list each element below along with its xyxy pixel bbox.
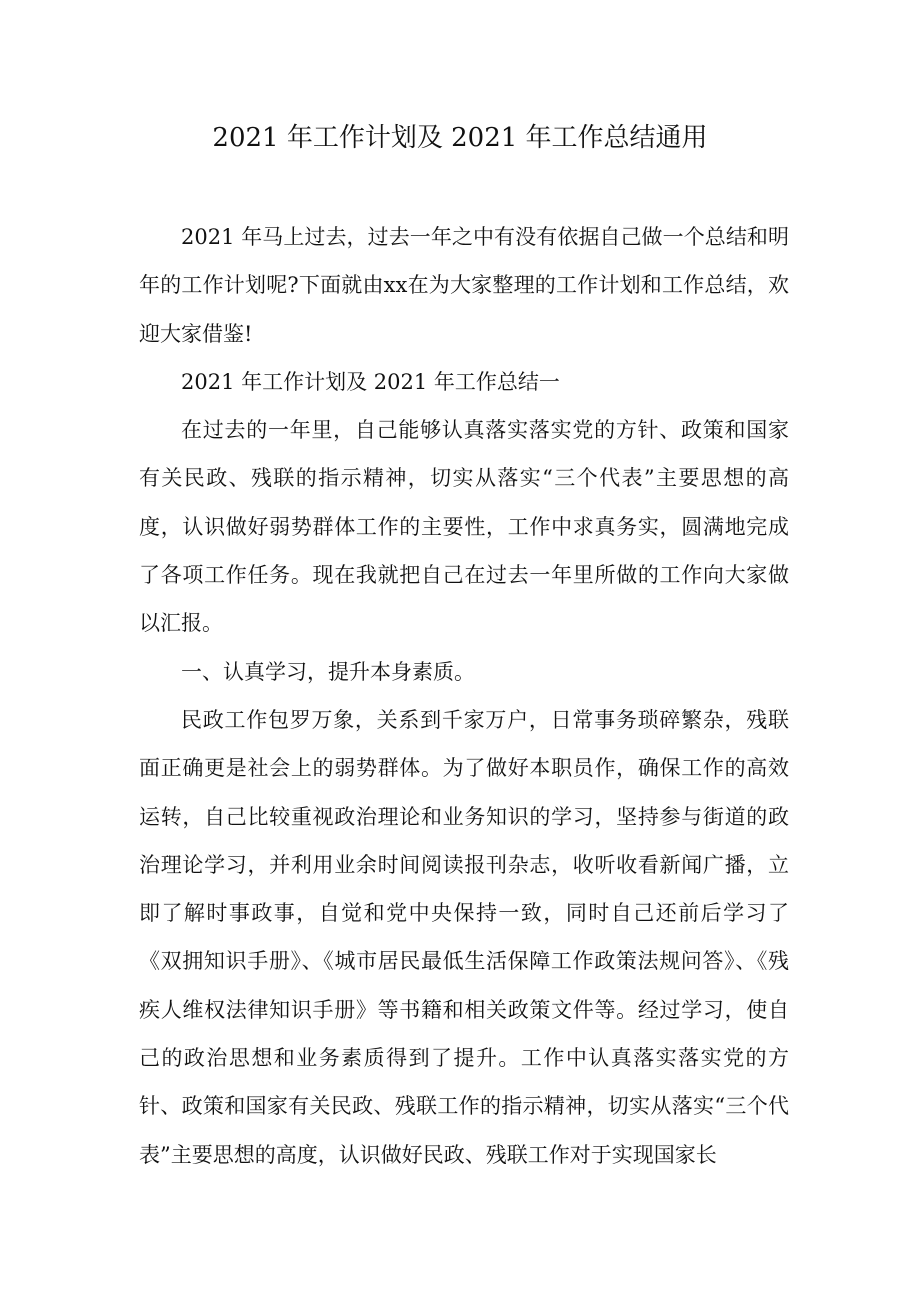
body-paragraph: 民政工作包罗万象，关系到千家万户，日常事务琐碎繁杂，残联面正确更是社会上的弱势群体。为了做好本职员作，确保工作的高效运转，自己比较重视政治理论和业务知识的学习，坚持参与街道的政治理论学习，并利用业余时间阅读报刊杂志，收听收看新闻广播，立即了解时事政事，自觉和党中央保持一致，同时自己还前后学习了《双拥知识手册》、《城市居民最低生活保障工作政策法规问答》、《残疾人维权法律知识手册》等书籍和相关政策文件等。经过学习，使自己的政治思想和业务素质得到了提升。工作中认真落实落实党的方针、政策和国家有关民政、残联工作的指示精神，切实从落实“三个代表”主要思想的高度，认识做好民政、残联工作对于实现国家长 <box>139 707 789 1167</box>
document-title: 2021 年工作计划及 2021 年工作总结通用 <box>212 123 708 153</box>
document-body <box>139 213 789 1179</box>
subsection-heading: 一、认真学习，提升本身素质。 <box>181 659 475 684</box>
body-paragraph: 在过去的一年里，自己能够认真落实落实党的方针、政策和国家有关民政、残联的指示精神，切实从落实“三个代表”主要思想的高度，认识做好弱势群体工作的主要性，工作中求真务实，圆满地完成了各项工作任务。现在我就把自己在过去一年里所做的工作向大家做以汇报。 <box>139 418 789 636</box>
intro-paragraph: 2021 年马上过去，过去一年之中有没有依据自己做一个总结和明年的工作计划呢?下面就由xx在为大家整理的工作计划和工作总结，欢迎大家借鉴! <box>139 225 789 346</box>
section-heading: 2021 年工作计划及 2021 年工作总结一 <box>181 369 560 394</box>
